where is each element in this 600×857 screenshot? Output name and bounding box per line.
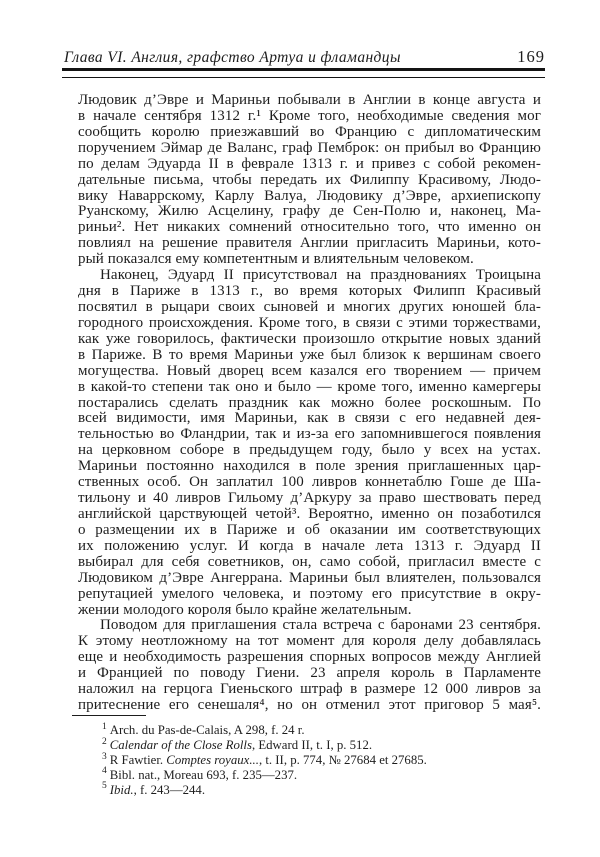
body-line: о размещении их в Париже и об оказании им соответствующих <box>78 521 541 538</box>
footnotes <box>78 723 541 798</box>
body-line: риньи². Нет никаких сомнений относительно того, что именно он <box>78 219 541 236</box>
body-line: в Париже. В то время Мариньи уже был близок к вершинам своего <box>78 346 541 363</box>
page-number: 169 <box>517 47 545 66</box>
footnote-marker: 3 <box>102 751 107 762</box>
body-line: Наконец, Эдуард II присутствовал на празднованиях Троицына <box>100 267 541 284</box>
body-line: тельностью во Фландрии, так и из-за его запомнившегося появления <box>78 426 541 443</box>
body-line: жении молодого короля было крайне желательным. <box>78 601 412 618</box>
footnote-text: , t. II, p. 774, № 27684 et 27685. <box>258 752 427 767</box>
body-line: Мариньи постоянно находился в поле зрения приглашенных цар- <box>78 458 541 475</box>
body-line: как уже говорилось, фактически произошло открытие новых зданий <box>78 330 541 347</box>
footnote-text: Ibid. <box>109 782 134 797</box>
body-line: городного происхождения. Кроме того, в связи с этими торжествами, <box>78 314 541 331</box>
body-line: репутацией умелого человека, и поэтому его присутствие в окру- <box>78 585 541 602</box>
body-line: наложил на герцога Гиеньского штраф в размере 12 000 ливров за <box>78 681 541 698</box>
body-line: и Францией по поводу Гиени. 23 апреля король в Парламенте <box>78 665 541 682</box>
body-line: рый показался ему компетентным и влиятельным человеком. <box>78 251 474 268</box>
footnote-text: Arch. du Pas-de-Calais, A 298, f. 24 r. <box>109 723 305 737</box>
body-line: постарались сделать праздник как можно более роскошным. По <box>78 394 541 411</box>
body-line: в какой-то степени так оно и было — кроме того, именно камергеры <box>78 378 541 395</box>
body-line: Поводом для приглашения стала встреча с баронами 23 сентября. <box>100 617 541 634</box>
body-line: на церковном соборе в предыдущем году, было у всех на устах. <box>78 442 541 459</box>
body-line: посвятил в рыцари своих сыновей и многих других юношей бла- <box>78 298 541 315</box>
footnote-text: R Fawtier. <box>109 752 167 767</box>
footnote-text: , Edward II, t. I, p. 512. <box>251 737 373 752</box>
footnote-text: Calendar of the Close Rolls <box>109 737 252 752</box>
footnote <box>78 768 541 783</box>
body-line: сообщить королю приезжавший во Францию с дипломатическим <box>78 123 541 140</box>
body-line: по делам Эдуарда II в феврале 1313 г. и привез с собой рекомен- <box>78 155 541 172</box>
body-line: вику Наваррскому, Карлу Валуа, Людовику д’Эвре, архиепископу <box>78 187 541 204</box>
body-line: дательные письма, чтобы передать их Филиппу Красивому, Людо- <box>78 171 541 188</box>
footnote <box>78 783 541 798</box>
body-line: их положению услуг. И когда в начале лета 1313 г. Эдуард II <box>78 537 541 554</box>
running-header <box>64 47 545 67</box>
body-line: дня в Париже в 1313 г., во время которых Филипп Красивый <box>78 283 541 300</box>
body-line: ственных особ. Он заплатил 100 ливров коннетаблю Гоше де Ша- <box>78 474 541 491</box>
body-line: Людовиком д’Эвре Ангеррана. Мариньи был влиятелен, пользовался <box>78 569 541 586</box>
footnote-marker: 1 <box>102 721 107 732</box>
footnote <box>78 753 541 768</box>
body-line: К этому неотложному на тот момент для короля делу добавлялась <box>78 633 541 650</box>
footnote-text: Comptes royaux... <box>166 752 259 767</box>
body-line: поручением Эймар де Валанс, граф Пемброк: он прибыл во Францию <box>78 139 541 156</box>
chapter-title: Глава VI. Англия, графство Артуа и фламандцы <box>64 49 401 66</box>
footnote <box>78 738 541 753</box>
body-line: притеснение его сенешаля⁴, но он отменил этот приговор 5 мая⁵. <box>78 697 541 714</box>
body-line: в начале сентября 1312 г.¹ Кроме того, необходимые сведения мог <box>78 107 541 124</box>
header-rule <box>62 68 545 78</box>
body-line: тильону и 40 ливров Гильому д’Аркуру за право шествовать перед <box>78 490 541 507</box>
body-line: могущества. Новый дворец всем казался его творением — причем <box>78 362 541 379</box>
footnote-marker: 4 <box>102 766 107 777</box>
body-line: Людовик д’Эвре и Мариньи побывали в Англии в конце августа и <box>78 92 541 108</box>
footnote-marker: 2 <box>102 736 107 747</box>
body-line: еще и необходимость разрешения спорных вопросов между Англией <box>78 649 541 666</box>
body-line: Руанскому, Жилю Асцелину, графу де Сен-Полю и, наконец, Ма- <box>78 203 541 220</box>
body-line: выбирал для себя советников, он, само собой, пригласил вместе с <box>78 553 541 570</box>
footnote <box>78 723 541 738</box>
body-line: повлиял на решение правителя Англии пригласить Мариньи, кото- <box>78 235 541 252</box>
footnote-marker: 5 <box>102 781 107 792</box>
footnote-text: Bibl. nat., Moreau 693, f. 235—237. <box>109 767 298 782</box>
body-line: всей видимости, имя Мариньи, как в связи с его недавней дея- <box>78 410 541 427</box>
body-line: английской царствующей четой³. Вероятно, именно он позаботился <box>78 505 541 522</box>
footnote-separator <box>72 715 146 716</box>
body-text <box>78 93 541 714</box>
footnote-text: , f. 243—244. <box>133 782 206 797</box>
